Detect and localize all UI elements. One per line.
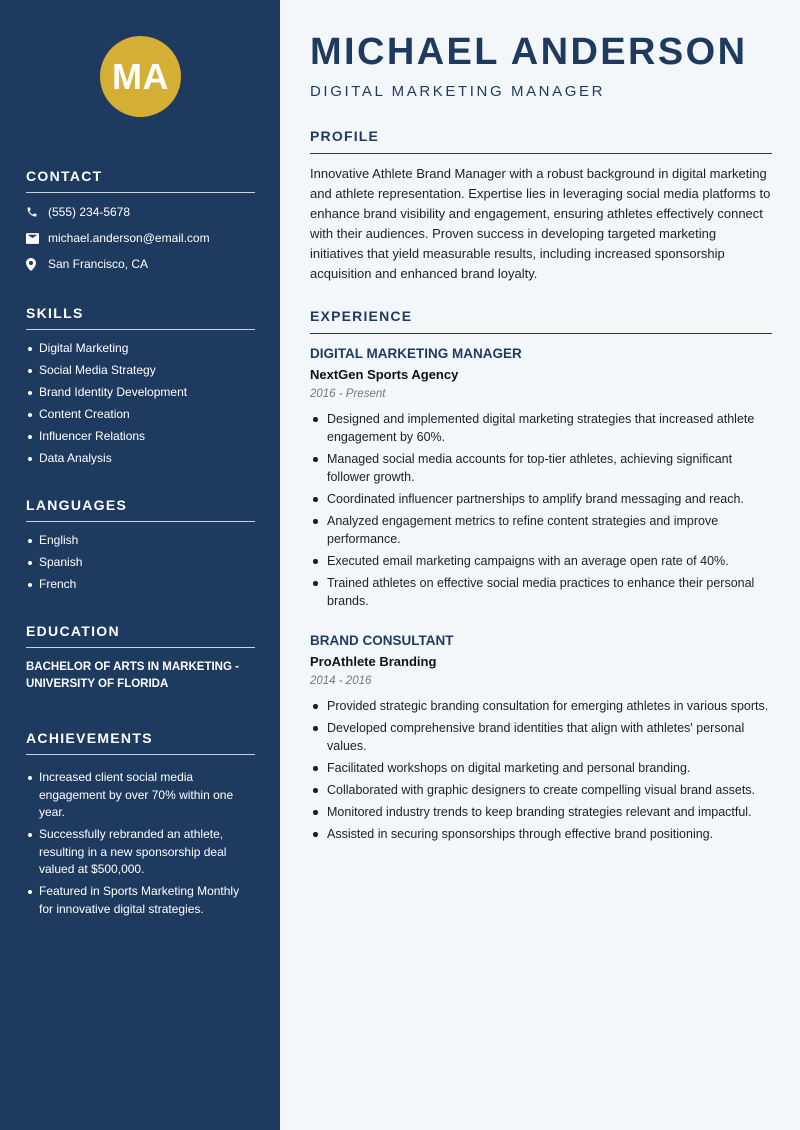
skills-section <box>26 305 255 472</box>
job-dates: 2014 - 2016 <box>310 675 372 687</box>
skill-item: Content Creation <box>26 406 255 424</box>
job-bullet: Managed social media accounts for top-tier athletes, achieving significant follower growth. <box>310 450 772 486</box>
job-entry <box>310 633 772 847</box>
achievements-section <box>26 730 255 923</box>
job-bullets <box>310 697 772 843</box>
job-bullet: Trained athletes on effective social media practices to enhance their personal brands. <box>310 574 772 610</box>
job-bullet: Provided strategic branding consultation for emerging athletes in various sports. <box>310 697 772 715</box>
skill-item: Social Media Strategy <box>26 362 255 380</box>
languages-heading: LANGUAGES <box>26 497 255 522</box>
languages-section <box>26 497 255 598</box>
job-bullet: Executed email marketing campaigns with an average open rate of 40%. <box>310 552 772 570</box>
contact-phone <box>26 199 255 225</box>
job-dates: 2016 - Present <box>310 388 386 400</box>
job-bullet: Assisted in securing sponsorships through effective brand positioning. <box>310 825 772 843</box>
contact-location <box>26 251 255 277</box>
contact-email <box>26 225 255 251</box>
location-text: San Francisco, CA <box>48 257 149 271</box>
job-title: BRAND CONSULTANT <box>310 633 454 648</box>
achievements-list <box>26 769 255 918</box>
job-bullet: Facilitated workshops on digital marketing and personal branding. <box>310 759 772 777</box>
education-section <box>26 623 255 693</box>
skills-heading: SKILLS <box>26 305 255 330</box>
achievement-item: Successfully rebranded an athlete, resulting in a new sponsorship deal valued at $500,000. <box>26 826 255 879</box>
skill-item: Digital Marketing <box>26 340 255 358</box>
job-bullet: Collaborated with graphic designers to create compelling visual brand assets. <box>310 781 772 799</box>
job-bullets <box>310 410 772 610</box>
job-bullet: Analyzed engagement metrics to refine content strategies and improve performance. <box>310 512 772 548</box>
job-bullet: Coordinated influencer partnerships to amplify brand messaging and reach. <box>310 490 772 508</box>
job-entry <box>310 346 772 614</box>
skills-list <box>26 340 255 468</box>
avatar-initials: MA <box>112 55 169 97</box>
profile-heading: PROFILE <box>310 128 772 154</box>
language-item: French <box>26 576 255 594</box>
languages-list <box>26 532 255 594</box>
contact-heading: CONTACT <box>26 168 255 193</box>
email-text: michael.anderson@email.com <box>48 231 210 245</box>
location-pin-icon <box>26 258 48 271</box>
experience-heading: EXPERIENCE <box>310 308 772 334</box>
language-item: English <box>26 532 255 550</box>
achievements-heading: ACHIEVEMENTS <box>26 730 255 755</box>
skill-item: Data Analysis <box>26 450 255 468</box>
job-company: ProAthlete Branding <box>310 654 437 669</box>
skill-item: Brand Identity Development <box>26 384 255 402</box>
job-company: NextGen Sports Agency <box>310 367 459 382</box>
phone-text: (555) 234-5678 <box>48 205 131 219</box>
candidate-name: MICHAEL ANDERSON <box>310 31 748 73</box>
profile-text: Innovative Athlete Brand Manager with a robust background in digital marketing and athlete representation. Expertise lies in leveraging social media platforms to enhance brand visibility and engagement, ensuring athletes effectively connect with their audiences. Proven success in developing targeted marketing initiatives that yield measurable results, including increased sponsorship acquisition and enhanced brand loyalty. <box>310 166 771 281</box>
avatar <box>100 36 181 117</box>
language-item: Spanish <box>26 554 255 572</box>
job-title: DIGITAL MARKETING MANAGER <box>310 346 522 361</box>
skill-item: Influencer Relations <box>26 428 255 446</box>
phone-icon <box>26 206 48 218</box>
achievement-item: Increased client social media engagement by over 70% within one year. <box>26 769 255 822</box>
education-degree: BACHELOR OF ARTS IN MARKETING - UNIVERSITY OF FLORIDA <box>26 661 239 690</box>
education-heading: EDUCATION <box>26 623 255 648</box>
sidebar <box>0 0 280 1130</box>
candidate-role: DIGITAL MARKETING MANAGER <box>310 83 606 100</box>
job-bullet: Monitored industry trends to keep branding strategies relevant and impactful. <box>310 803 772 821</box>
job-bullet: Developed comprehensive brand identities that align with athletes' personal values. <box>310 719 772 755</box>
job-bullet: Designed and implemented digital marketing strategies that increased athlete engagement by 60%. <box>310 410 772 446</box>
achievement-item: Featured in Sports Marketing Monthly for innovative digital strategies. <box>26 883 255 918</box>
contact-section <box>26 168 255 277</box>
email-icon <box>26 233 48 244</box>
